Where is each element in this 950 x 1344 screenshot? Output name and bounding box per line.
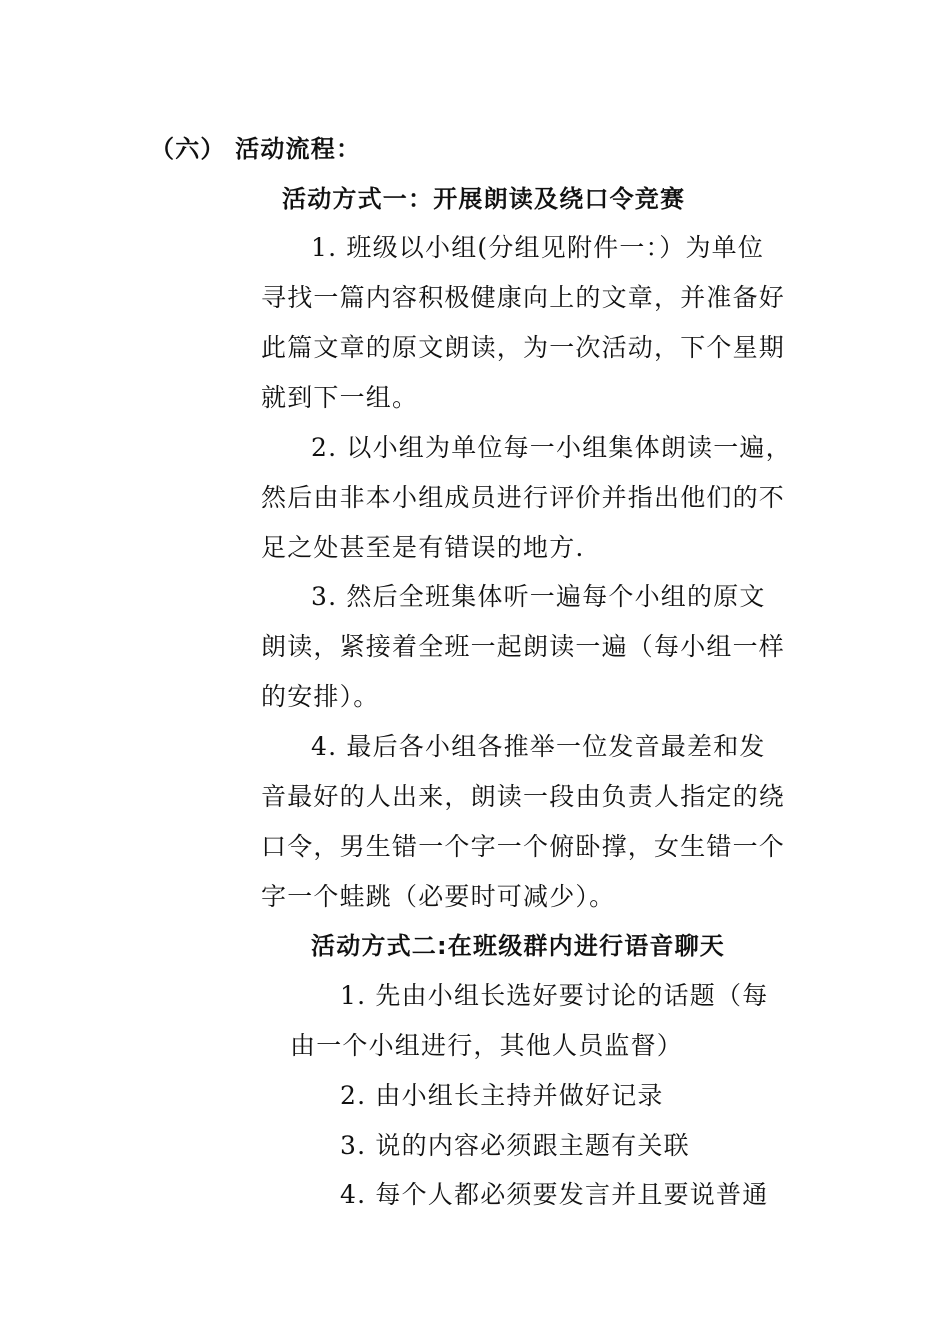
method-one-item-1-line-2: 寻找一篇内容积极健康向上的文章，并准备好 (261, 283, 786, 312)
method-one-title: 活动方式一：开展朗读及绕口令竞赛 (282, 185, 686, 213)
method-one-item-4-line-3: 口令，男生错一个字一个俯卧撑，女生错一个 (261, 832, 786, 861)
method-one-item-2-line-1: 2. 以小组为单位每一小组集体朗读一遍， (311, 433, 792, 462)
method-one-item-3-line-3: 的安排）。 (261, 682, 380, 711)
method-two-item-1-line-2: 由一个小组进行，其他人员监督） (290, 1031, 684, 1060)
method-one-item-4-line-2: 音最好的人出来，朗读一段由负责人指定的绕 (261, 782, 786, 811)
method-two-title: 活动方式二:在班级群内进行语音聊天 (311, 932, 725, 960)
method-one-item-2-line-2: 然后由非本小组成员进行评价并指出他们的不 (261, 483, 786, 512)
method-two-item-4-line-1: 4. 每个人都必须要发言并且要说普通 (340, 1180, 769, 1209)
method-one-item-4-line-1: 4. 最后各小组各推举一位发音最差和发 (311, 732, 766, 761)
section-heading: （六） 活动流程： (150, 135, 362, 163)
method-one-item-4-line-4: 字一个蛙跳（必要时可减少）。 (261, 882, 616, 911)
method-one-item-1-line-4: 就到下一组。 (261, 383, 419, 412)
method-two-item-3-line-1: 3. 说的内容必须跟主题有关联 (340, 1131, 690, 1160)
method-one-item-1-line-3: 此篇文章的原文朗读，为一次活动，下个星期 (261, 333, 786, 362)
method-one-item-3-line-2: 朗读，紧接着全班一起朗读一遍（每小组一样 (261, 632, 786, 661)
method-one-item-2-line-3: 足之处甚至是有错误的地方. (261, 533, 585, 562)
method-two-item-2-line-1: 2. 由小组长主持并做好记录 (340, 1081, 664, 1110)
method-two-item-1-line-1: 1. 先由小组长选好要讨论的话题（每 (340, 981, 769, 1010)
method-one-item-3-line-1: 3. 然后全班集体听一遍每个小组的原文 (311, 582, 766, 611)
method-one-item-1-line-1: 1. 班级以小组(分组见附件一：）为单位 (311, 233, 765, 262)
